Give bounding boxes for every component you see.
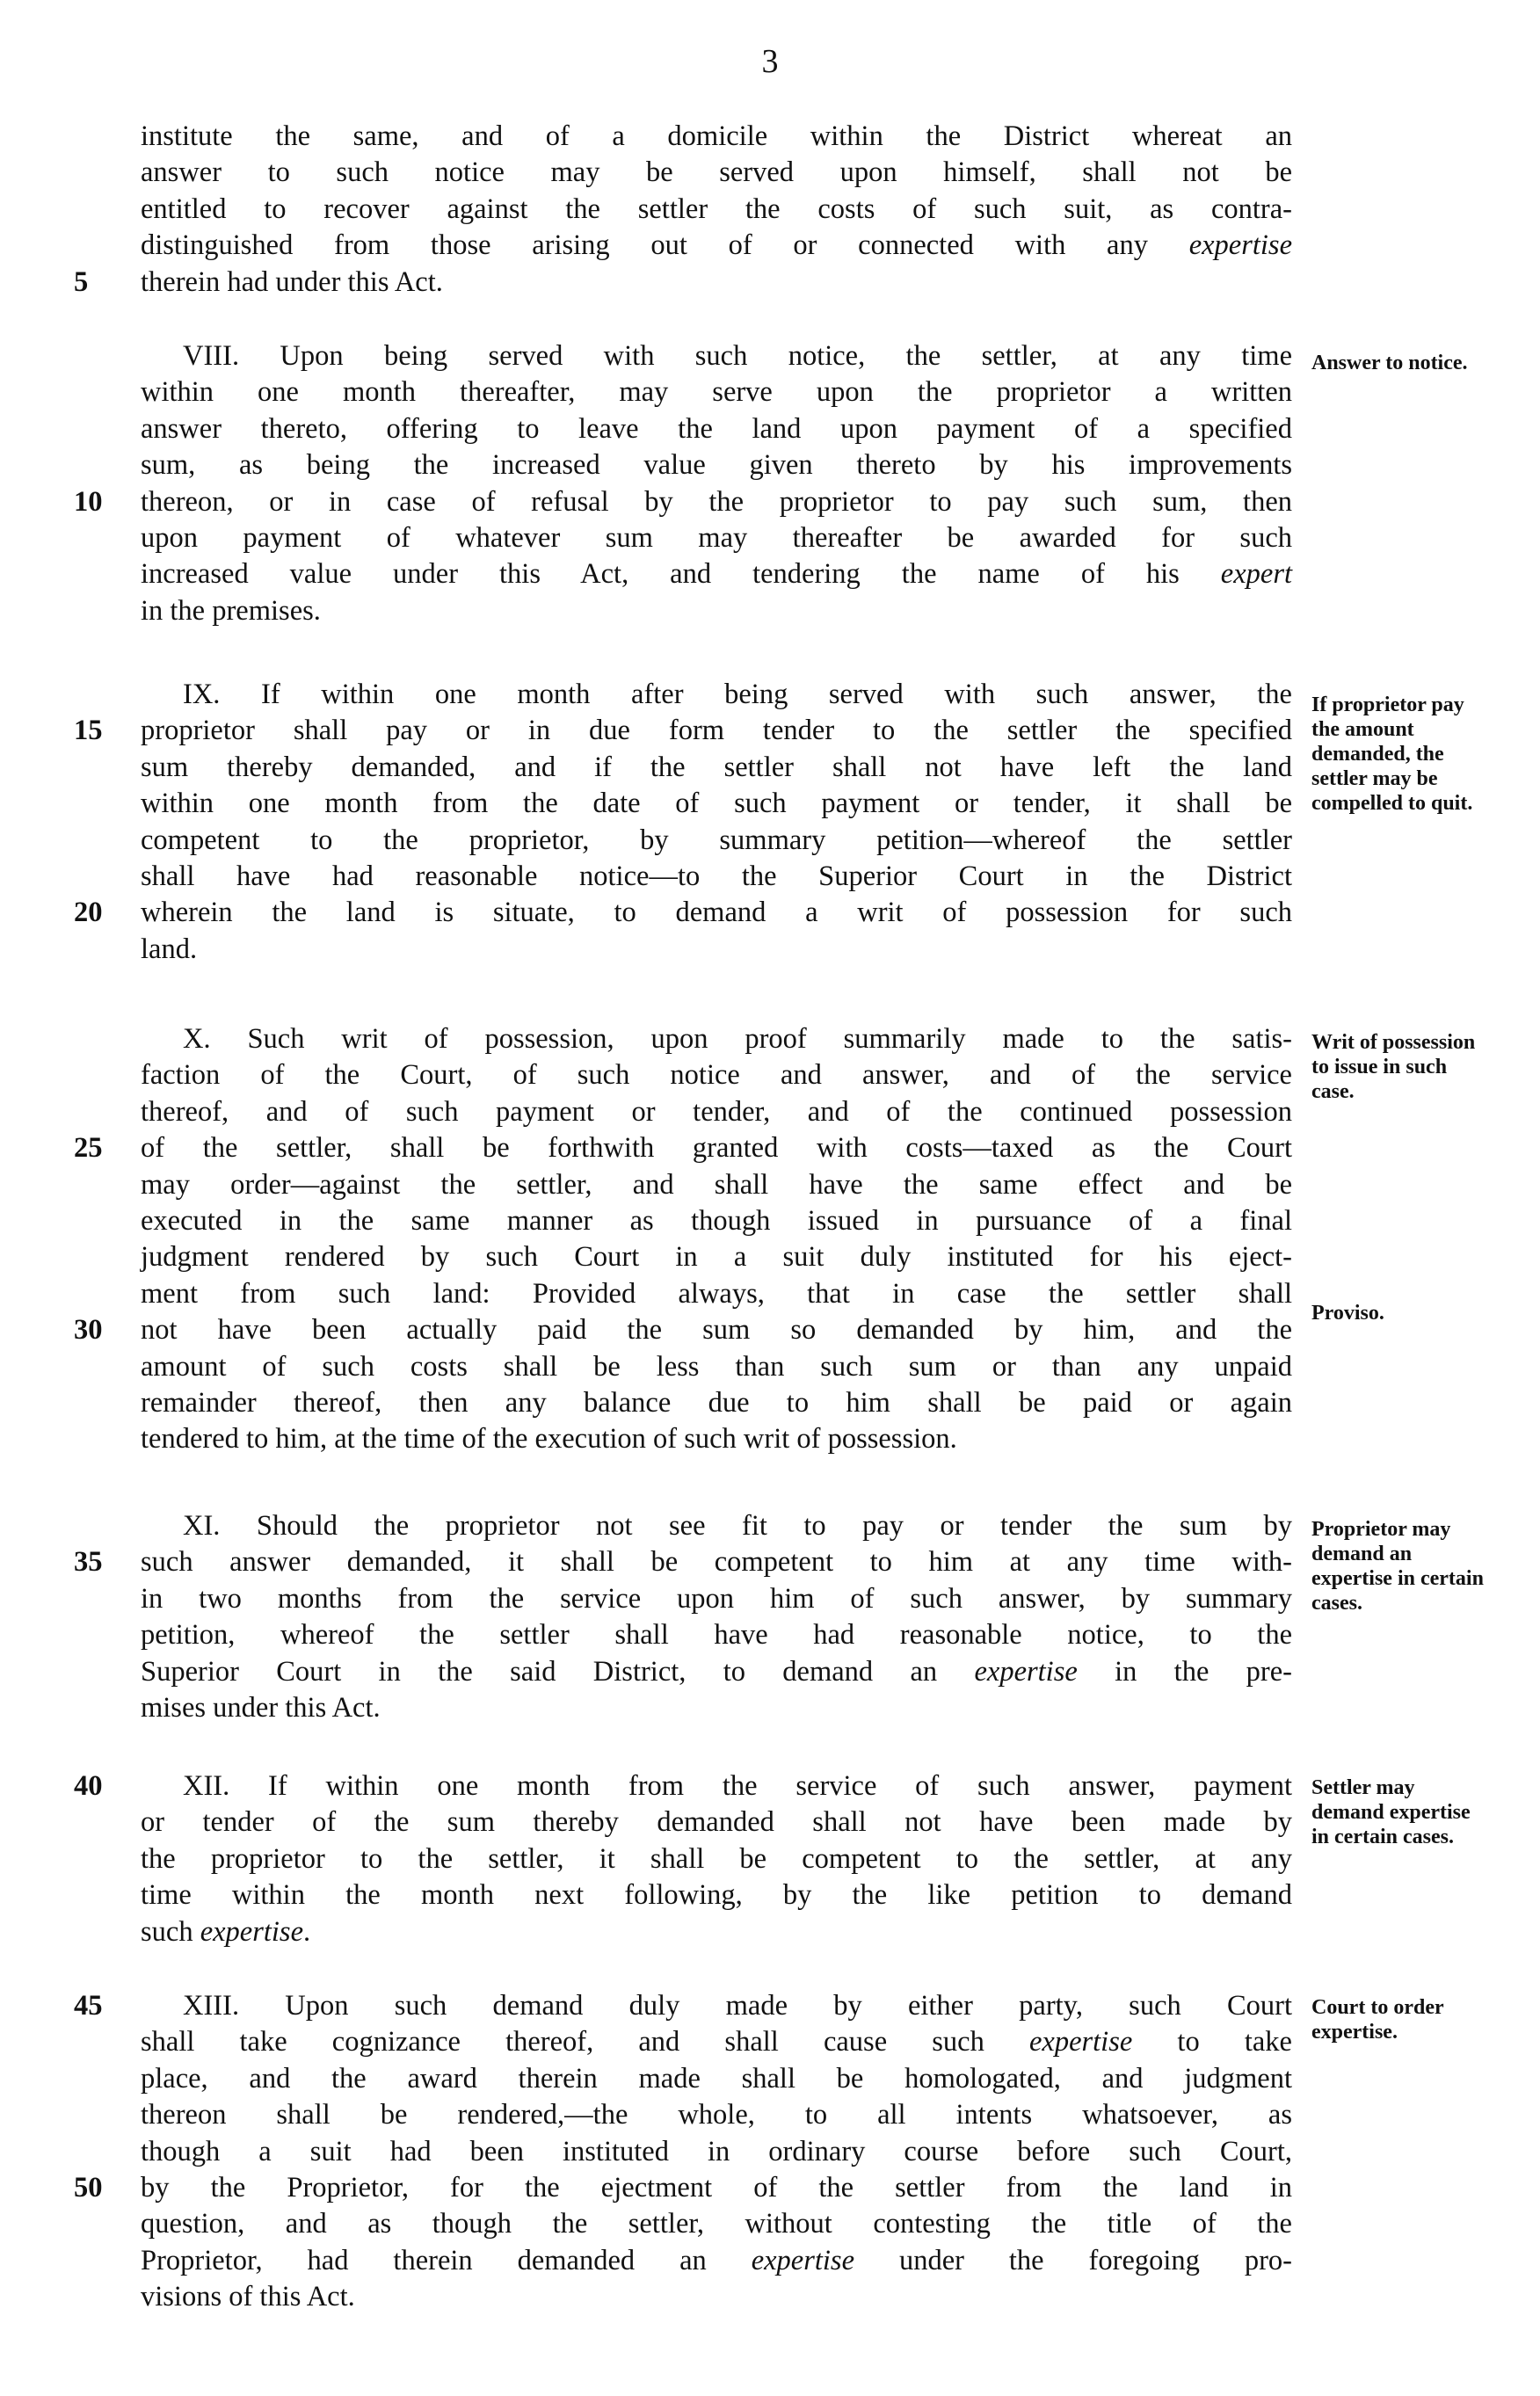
text-line	[74, 1544, 1292, 1580]
line-text: ment from such land: Provided always, that in case the settler shall	[141, 1277, 1292, 1310]
line-number: 15	[74, 715, 103, 747]
text-line	[141, 374, 1292, 410]
line-text: entitled to recover against the settler the costs of such suit, as contra-	[141, 192, 1292, 225]
text-line	[141, 2243, 1292, 2279]
line-text: in two months from the service upon him of such answer, by summary	[141, 1582, 1292, 1615]
text-line	[74, 1312, 1292, 1348]
line-text: thereon, or in case of refusal by the proprietor to pay such sum, then	[141, 485, 1292, 518]
text-line	[141, 1421, 1292, 1457]
text-line	[141, 677, 1292, 713]
line-text: or tender of the sum thereby demanded shall not have been made by	[141, 1806, 1292, 1839]
margin-note: Court to order expertise.	[1311, 1996, 1444, 2044]
text-line	[141, 1349, 1292, 1385]
text-line	[141, 750, 1292, 786]
line-text: VIII. Upon being served with such notice, the settler, at any time	[183, 340, 1292, 372]
line-text: wherein the land is situate, to demand a writ of possession for such	[141, 897, 1292, 929]
text-line	[141, 155, 1292, 191]
text-line	[141, 2097, 1292, 2133]
line-text: shall have had reasonable notice—to the Superior Court in the District	[141, 860, 1292, 892]
line-text: question, and as though the settler, without contesting the title of the	[141, 2208, 1292, 2240]
line-text: distinguished from those arising out of or connected with any expertise	[141, 229, 1292, 262]
line-text: XI. Should the proprietor not see fit to pay or tender the sum by	[183, 1510, 1292, 1542]
line-number: 5	[74, 265, 89, 298]
text-line	[74, 265, 1292, 301]
line-text: in the premises.	[141, 594, 321, 627]
line-text: X. Such writ of possession, upon proof summarily made to the satis-	[183, 1023, 1292, 1055]
text-line	[141, 1385, 1292, 1421]
text-line	[141, 1276, 1292, 1312]
line-text: faction of the Court, of such notice and answer, and of the service	[141, 1059, 1292, 1092]
margin-note: Answer to notice.	[1311, 352, 1468, 374]
line-text: answer thereto, offering to leave the land upon payment of a specified	[141, 412, 1292, 445]
page-number: 3	[761, 43, 779, 80]
section-lines	[74, 338, 1292, 629]
line-text: shall take cognizance thereof, and shall cause such expertise to take	[141, 2026, 1292, 2058]
line-text: XIII. Upon such demand duly made by either party, such Court	[183, 1990, 1292, 2022]
section-lines	[74, 677, 1292, 968]
text-line	[141, 2061, 1292, 2097]
text-line	[141, 1841, 1292, 1877]
section-lines	[74, 1021, 1292, 1458]
line-text: judgment rendered by such Court in a suit duly instituted for his eject-	[141, 1241, 1292, 1274]
text-line	[141, 2206, 1292, 2242]
text-line	[141, 1654, 1292, 1690]
line-text: of the settler, shall be forthwith granted with costs—taxed as the Court	[141, 1132, 1292, 1165]
margin-note: If proprietor pay the amount demanded, the settler may be compelled to quit.	[1311, 693, 1473, 815]
line-text: tendered to him, at the time of the execution of such writ of possession.	[141, 1423, 957, 1456]
line-text: executed in the same manner as though issued in pursuance of a final	[141, 1204, 1292, 1237]
line-text: not have been actually paid the sum so demanded by him, and the	[141, 1314, 1292, 1347]
line-text: Proprietor, had therein demanded an expertise under the foregoing pro-	[141, 2244, 1292, 2276]
text-line	[141, 1581, 1292, 1617]
text-line	[141, 1239, 1292, 1275]
line-number: 50	[74, 2171, 103, 2204]
text-line	[141, 1094, 1292, 1130]
text-line	[141, 556, 1292, 592]
text-line	[141, 447, 1292, 483]
line-text: upon payment of whatever sum may thereafter be awarded for such	[141, 521, 1292, 554]
margin-note: Settler may demand expertise in certain cases.	[1311, 1776, 1471, 1848]
line-number: 35	[74, 1546, 103, 1579]
line-number: 20	[74, 897, 103, 929]
line-text: by the Proprietor, for the ejectment of the settler from the land in	[141, 2171, 1292, 2204]
line-text: time within the month next following, by the like petition to demand	[141, 1879, 1292, 1912]
line-number: 25	[74, 1132, 103, 1165]
text-line	[141, 2134, 1292, 2170]
line-text: thereon shall be rendered,—the whole, to all intents whatsoever, as	[141, 2099, 1292, 2131]
line-text: mises under this Act.	[141, 1691, 381, 1724]
line-text: competent to the proprietor, by summary petition—whereof the settler	[141, 824, 1292, 856]
section-lines	[74, 1988, 1292, 2316]
text-line	[141, 823, 1292, 859]
margin-note-proviso: Proviso.	[1311, 1302, 1384, 1325]
line-text: IX. If within one month after being served with such answer, the	[183, 679, 1292, 710]
text-line	[74, 1768, 1292, 1804]
text-line	[141, 1057, 1292, 1093]
line-text: amount of such costs shall be less than such sum or than any unpaid	[141, 1350, 1292, 1383]
line-text: XII. If within one month from the service of such answer, payment	[183, 1770, 1292, 1802]
text-line	[141, 2279, 1292, 2315]
line-text: thereof, and of such payment or tender, and of the continued possession	[141, 1095, 1292, 1128]
line-text: within one month thereafter, may serve upon the proprietor a written	[141, 376, 1292, 409]
text-line	[74, 2170, 1292, 2206]
line-text: place, and the award therein made shall be homologated, and judgment	[141, 2062, 1292, 2095]
line-text: sum, as being the increased value given thereto by his improvements	[141, 449, 1292, 482]
line-text: Superior Court in the said District, to demand an expertise in the pre-	[141, 1655, 1292, 1688]
line-number: 10	[74, 485, 103, 518]
line-text: answer to such notice may be served upon himself, shall not be	[141, 156, 1292, 189]
line-text: within one month from the date of such payment or tender, it shall be	[141, 788, 1292, 820]
text-line	[74, 895, 1292, 931]
section-lines	[74, 1768, 1292, 1950]
section-lines	[74, 119, 1292, 301]
line-number: 40	[74, 1770, 103, 1802]
line-text: such answer demanded, it shall be competent to him at any time with-	[141, 1546, 1292, 1579]
line-text: visions of this Act.	[141, 2281, 355, 2313]
text-line	[141, 1914, 1292, 1950]
line-text: institute the same, and of a domicile within the District whereat an	[141, 120, 1292, 152]
text-line	[141, 411, 1292, 447]
line-text: may order—against the settler, and shall have the same effect and be	[141, 1168, 1292, 1201]
text-line	[141, 228, 1292, 264]
text-line	[141, 1203, 1292, 1239]
text-line	[74, 1988, 1292, 2024]
line-number: 45	[74, 1990, 103, 2022]
line-text: increased value under this Act, and tendering the name of his expert	[141, 558, 1292, 591]
text-line	[141, 932, 1292, 968]
line-text: the proprietor to the settler, it shall be competent to the settler, at any	[141, 1842, 1292, 1875]
line-number: 30	[74, 1314, 103, 1347]
text-line	[141, 593, 1292, 629]
text-line	[141, 119, 1292, 155]
line-text: though a suit had been instituted in ordinary course before such Court,	[141, 2135, 1292, 2167]
section-lines	[74, 1508, 1292, 1726]
text-line	[141, 859, 1292, 895]
text-line	[74, 1130, 1292, 1166]
line-text: petition, whereof the settler shall have had reasonable notice, to the	[141, 1619, 1292, 1652]
text-line	[74, 484, 1292, 520]
line-text: proprietor shall pay or in due form tender to the settler the specified	[141, 715, 1292, 747]
text-line	[141, 1690, 1292, 1726]
text-line	[141, 520, 1292, 556]
text-line	[141, 1877, 1292, 1913]
text-line	[141, 786, 1292, 822]
text-line	[141, 192, 1292, 228]
text-line	[74, 713, 1292, 749]
text-line	[141, 2024, 1292, 2060]
text-line	[141, 1617, 1292, 1653]
line-text: such expertise.	[141, 1915, 311, 1948]
line-text: remainder thereof, then any balance due to him shall be paid or again	[141, 1386, 1292, 1419]
line-text: therein had under this Act.	[141, 265, 443, 298]
text-line	[141, 1508, 1292, 1544]
line-text: sum thereby demanded, and if the settler shall not have left the land	[141, 751, 1292, 783]
text-line	[141, 1167, 1292, 1203]
margin-note: Writ of possession to issue in such case.	[1311, 1031, 1476, 1103]
margin-note: Proprietor may demand an expertise in certain cases.	[1311, 1518, 1484, 1615]
text-line	[141, 1804, 1292, 1841]
line-text: land.	[141, 933, 198, 965]
text-line	[141, 338, 1292, 374]
text-line	[141, 1021, 1292, 1057]
